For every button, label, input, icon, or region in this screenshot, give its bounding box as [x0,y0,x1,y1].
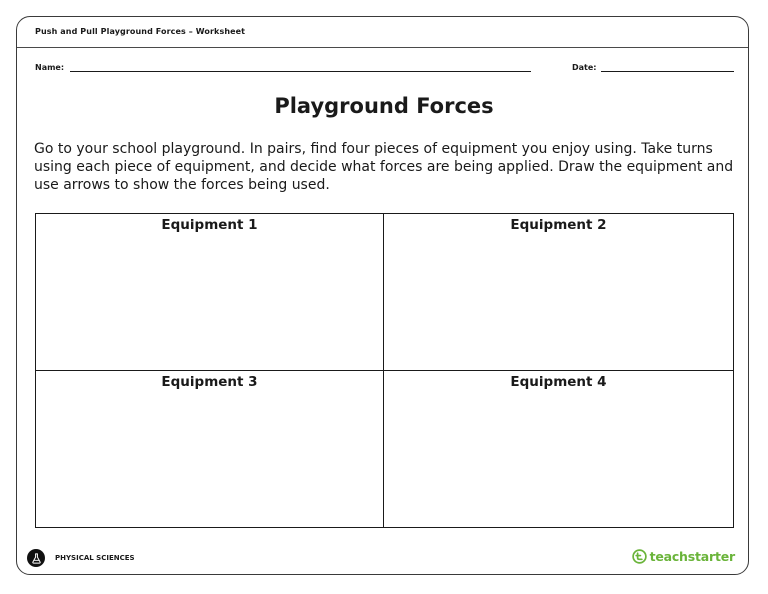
equipment-label: Equipment 1 [161,217,258,233]
equipment-box-2 [384,214,733,371]
name-line [70,71,531,72]
equipment-label: Equipment 3 [161,374,258,390]
instructions-text: Go to your school playground. In pairs, find four pieces of equipment you enjoy using. Take turns using each piece of equipment, and decide what forces are being applied. Draw the equipment and use arrows to show the forces being used. [34,141,734,193]
equipment-label: Equipment 2 [510,217,607,233]
brand-name: teachstarter [649,549,735,564]
equipment-box-4 [384,371,733,527]
page-title: Playground Forces [274,94,494,118]
equipment-box-3 [36,371,384,527]
equipment-label: Equipment 4 [510,374,607,390]
header-divider [17,47,748,48]
subject-label: PHYSICAL SCIENCES [55,554,135,562]
name-label: Name: [35,63,65,72]
teachstarter-logo-icon [632,549,647,564]
flask-icon [27,549,45,567]
date-label: Date: [572,63,597,72]
worksheet-header-title: Push and Pull Playground Forces – Worksheet [35,27,246,36]
date-line [601,71,734,72]
equipment-box-1 [36,214,384,371]
brand-logo [632,549,735,564]
equipment-grid [35,213,734,528]
